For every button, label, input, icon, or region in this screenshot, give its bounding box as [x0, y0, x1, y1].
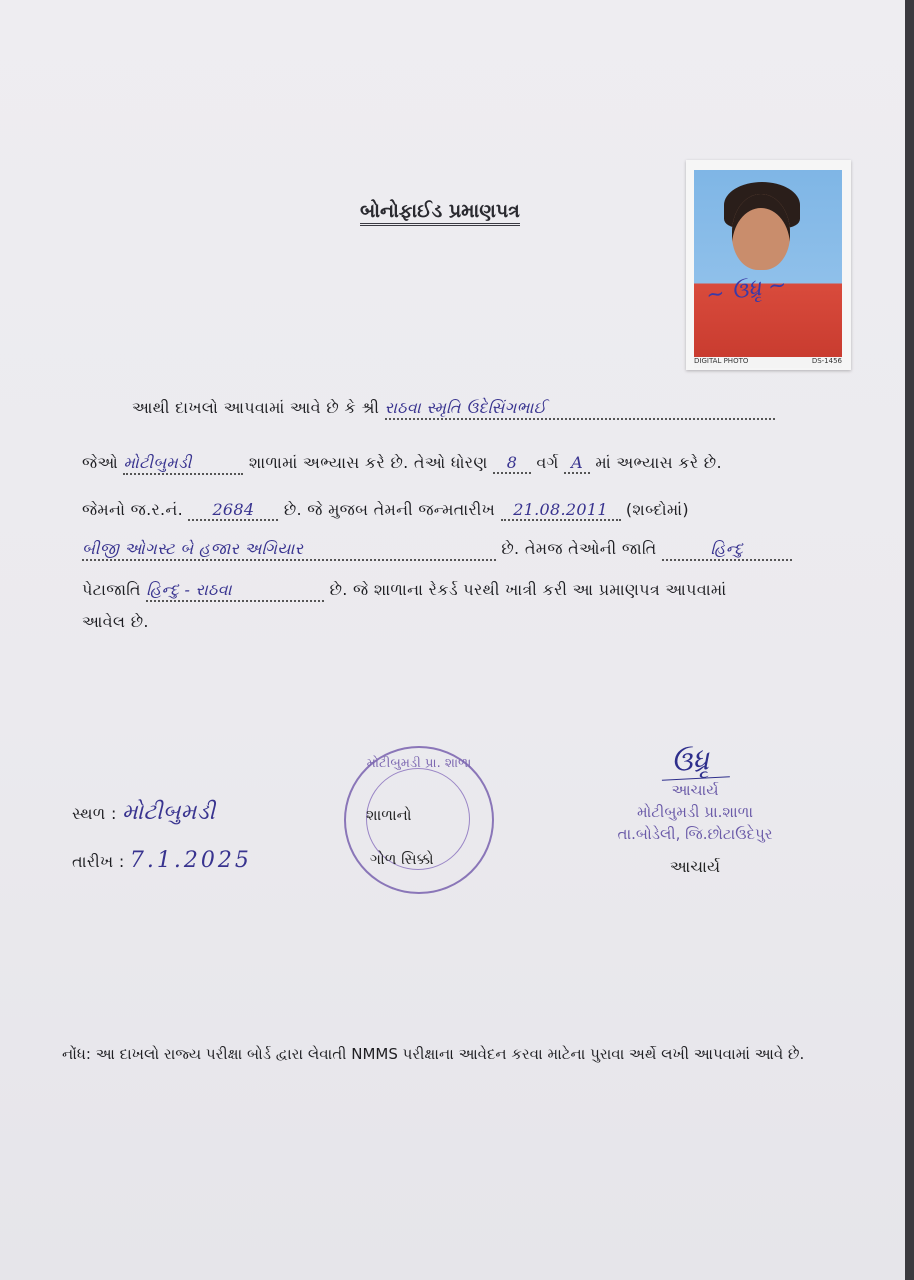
principal-signature: ઉધ્રૃ	[660, 742, 730, 781]
stamp-ring-text: મોટીબુમડી પ્રા. શાળા	[366, 756, 472, 771]
body-line-4	[82, 539, 792, 561]
body-line-3	[82, 500, 689, 521]
footnote: નોંધ: આ દાખલો રાજ્ય પરીક્ષા બોર્ડ દ્વારા લેવાતી NMMS પરીક્ષાના આવેદન કરવા માટેના પુરાવા અર્થે લખી આપવામાં આવે છે.	[62, 1045, 805, 1063]
principal-title: આચાર્ય	[669, 857, 721, 876]
school-round-stamp	[344, 746, 494, 894]
photo-code: DS-1456	[811, 357, 842, 365]
photo-caption	[694, 357, 842, 368]
stamp-label-1: શાળાનો	[366, 806, 412, 824]
line2-suffix: માં અભ્યાસ કરે છે.	[595, 453, 722, 472]
dob-in-words: બીજી ઓગસ્ટ બે હજાર અગિયાર	[82, 539, 496, 561]
page-edge	[905, 0, 914, 1280]
line5-prefix: પેટાજાતિ	[82, 580, 141, 599]
date-value: 7.1.2025	[129, 848, 252, 873]
photo-signature: ~ ઉધ્રૃ ~	[704, 272, 789, 309]
line1-prefix: આથી દાખલો આપવામાં આવે છે કે શ્રી	[132, 398, 380, 417]
class-label: વર્ગ	[536, 453, 559, 472]
photo-image	[694, 170, 842, 366]
line2-mid: શાળામાં અભ્યાસ કરે છે. તેઓ ધોરણ	[248, 453, 488, 472]
caste-value: હિન્દુ	[662, 539, 792, 561]
stamp-label-2: ગોળ સિક્કો	[370, 850, 434, 868]
body-line-1	[132, 398, 775, 420]
date-row	[72, 848, 252, 873]
photo-caption-text: DIGITAL PHOTO	[694, 357, 749, 365]
line4-mid: છે. તેમજ તેઓની જાતિ	[501, 539, 657, 558]
certificate-title: બોનોફાઈડ પ્રમાણપત્ર	[360, 200, 520, 226]
date-label: તારીખ :	[72, 852, 125, 871]
line5-suffix: છે. જે શાળાના રેકર્ડ પરથી ખાત્રી કરી આ પ્રમાણપત્ર આપવામાં	[329, 580, 727, 599]
standard-value: 8	[493, 453, 531, 474]
line3-prefix: જેમનો જ.ર.નં.	[82, 500, 184, 519]
place-label: સ્થળ :	[72, 804, 117, 823]
place-row	[72, 800, 215, 825]
body-line-2	[82, 453, 722, 475]
body-line-6: આવેલ છે.	[82, 612, 149, 631]
sub-caste-value: હિન્દુ - રાઠવા	[146, 580, 324, 602]
principal-signature-block	[580, 744, 810, 877]
principal-stamp-line-3: તા.બોડેલી, જિ.છોટાઉદેપુર	[617, 825, 773, 843]
line3-suffix: (શબ્દોમાં)	[625, 500, 689, 519]
student-photo	[686, 160, 851, 370]
school-name: મોટીબુમડી	[123, 453, 243, 475]
student-name: રાઠવા સ્મૃતિ ઉદેસિંગભાઈ	[385, 398, 775, 420]
division-value: A	[564, 453, 590, 474]
principal-stamp-line-2: મોટીબુમડી પ્રા.શાળા	[636, 803, 754, 821]
body-line-5	[82, 580, 726, 602]
line3-mid: છે. જે મુજબ તેમની જન્મતારીખ	[283, 500, 496, 519]
photo-face	[732, 194, 790, 270]
gr-number: 2684	[188, 500, 278, 521]
principal-stamp-line-1: આચાર્ય	[671, 781, 719, 799]
line2-prefix: જેઓ	[82, 453, 119, 472]
dob-value: 21.08.2011	[501, 500, 621, 521]
place-value: મોટીબુમડી	[122, 800, 216, 825]
